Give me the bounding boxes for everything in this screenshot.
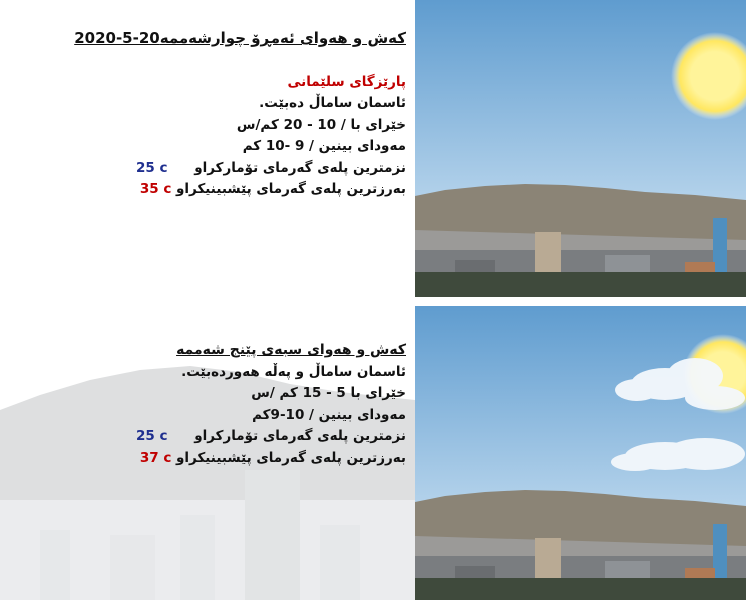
visibility-label: مەودای بینین / xyxy=(309,138,406,154)
visibility xyxy=(6,405,406,427)
min-temp-label: نزمترین پلەی گەرمای تۆمارکراو xyxy=(194,428,406,444)
wind-speed xyxy=(6,115,406,137)
weather-photo-today xyxy=(415,0,746,297)
max-temperature xyxy=(6,448,406,470)
wind-speed xyxy=(6,383,406,405)
region-name: پارێزگای سلێمانی xyxy=(287,73,406,90)
min-temp-value: 25 c xyxy=(135,428,168,444)
visibility-value: 10-9کم xyxy=(252,406,305,423)
tomorrow-title: کەش و هەوای سبەی پێنج شەممە xyxy=(176,342,406,358)
today-title-text: كەش و هەوای ئەمڕۆ چوارشەممە xyxy=(159,29,406,47)
photo-divider xyxy=(415,297,746,306)
visibility-label: مەودای بینین / xyxy=(309,406,406,423)
max-temp-value: 37 c xyxy=(139,449,172,466)
min-temperature xyxy=(6,426,406,448)
today-title-date: 2020-5-20 xyxy=(74,29,160,47)
max-temp-label: بەرزترین پلەی گەرمای پێشبینیکراو xyxy=(176,449,406,466)
today-forecast xyxy=(6,28,406,201)
visibility xyxy=(6,136,406,158)
wind-label: خێرای با xyxy=(350,385,406,401)
tomorrow-forecast xyxy=(6,340,406,469)
sky-condition: ئاسمان ساماڵ و پەڵە هەوردەبێت. xyxy=(181,363,406,380)
wind-value: 5 - 15 کم /س xyxy=(251,385,346,401)
wind-label: خێرای با / xyxy=(340,116,406,133)
max-temp-value: 35 c xyxy=(139,181,172,197)
max-temp-label: بەرزترین پلەی گەرمای پێشبینیکراو xyxy=(176,181,406,197)
min-temp-label: نزمترین پلەی گەرمای تۆمارکراو xyxy=(194,159,406,176)
visibility-value: 9 -10 کم xyxy=(242,138,305,154)
min-temperature xyxy=(6,158,406,180)
today-title xyxy=(6,28,406,50)
wind-value: 10 - 20 کم/س xyxy=(236,116,337,133)
min-temp-value: 25 c xyxy=(135,159,168,176)
sky-condition: ئاسمان ساماڵ دەبێت. xyxy=(259,95,406,111)
weather-photo-tomorrow xyxy=(415,306,746,600)
max-temperature xyxy=(6,179,406,201)
